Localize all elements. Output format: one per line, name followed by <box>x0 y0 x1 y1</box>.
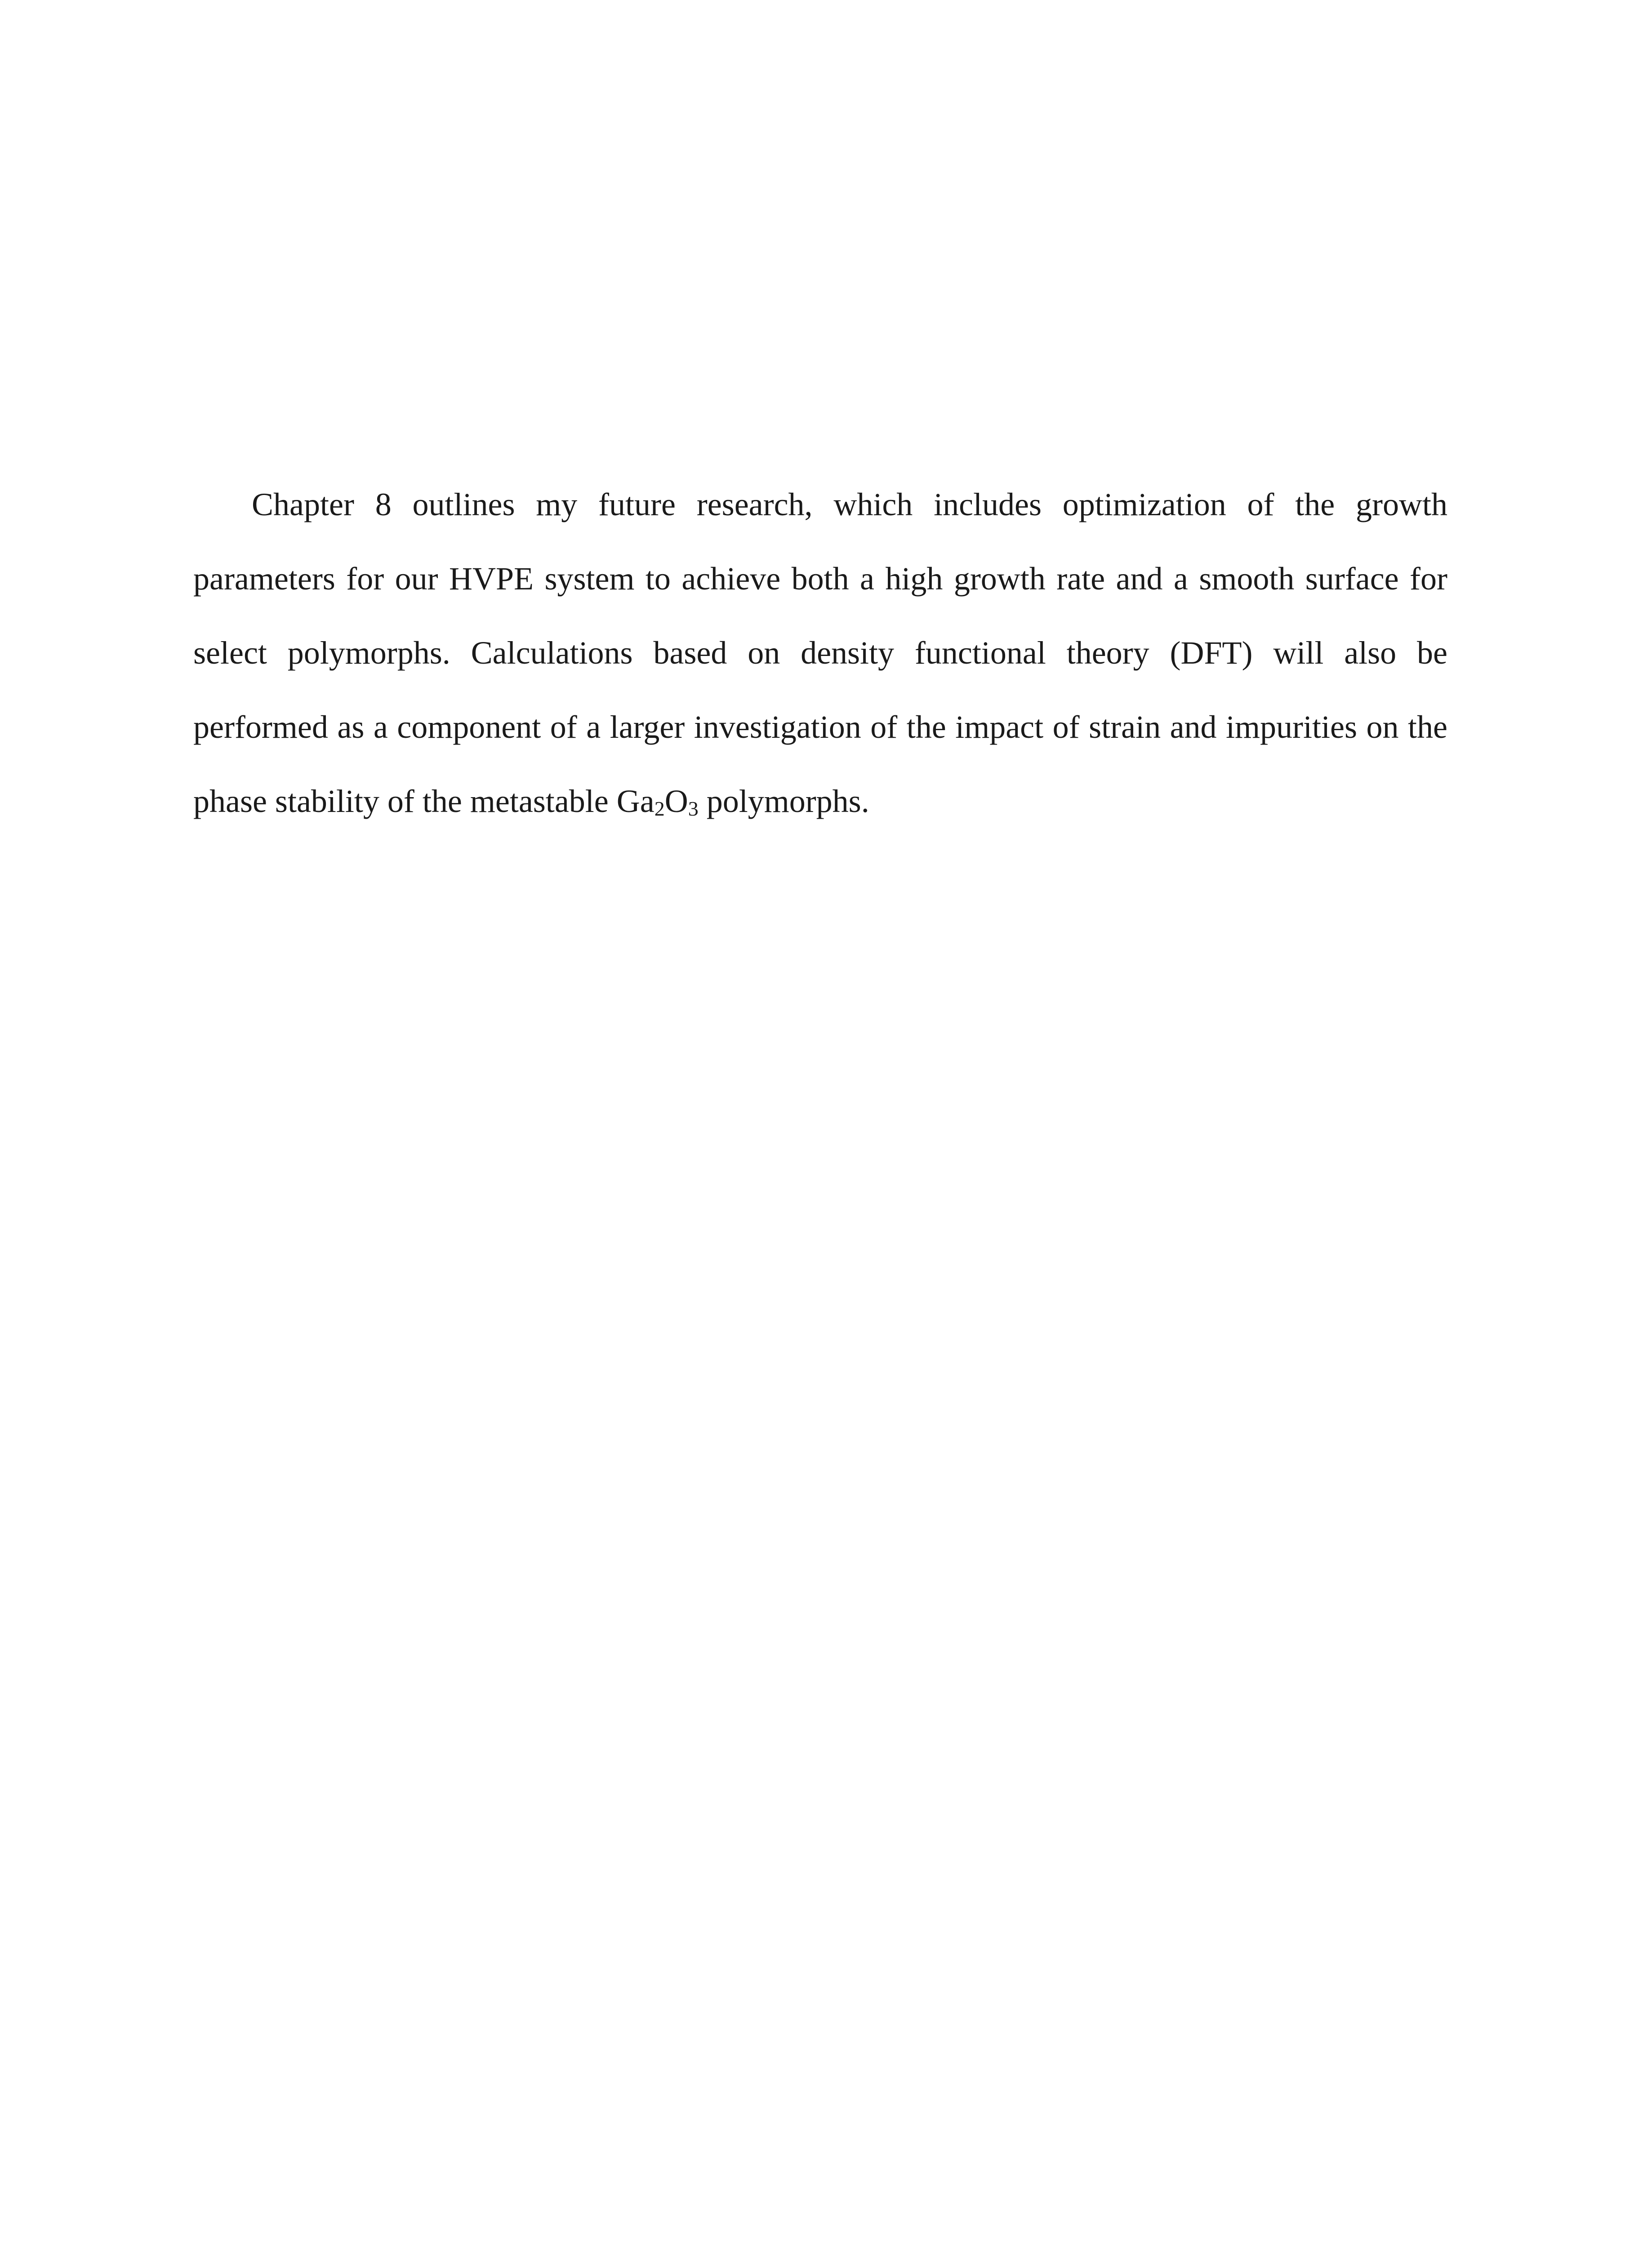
formula-element-o: O <box>664 783 688 819</box>
formula-element-ga: Ga <box>616 783 655 819</box>
body-paragraph <box>193 468 1447 839</box>
formula-subscript-2: 2 <box>654 797 665 820</box>
paragraph-text-before-formula: Chapter 8 outlines my future research, which includes optimization of the growth parameters for our HVPE system to achieve both a high growth rate and a smooth surface for select polymorphs. Calculations based on density functional theory (DFT) will also be performed as a component of a larger investigation of the impact of strain and impurities on the phase stability of the metastable <box>193 486 1447 819</box>
chemical-formula <box>617 783 699 819</box>
formula-subscript-3: 3 <box>688 797 699 820</box>
paragraph-text-after-formula: polymorphs. <box>698 783 869 819</box>
